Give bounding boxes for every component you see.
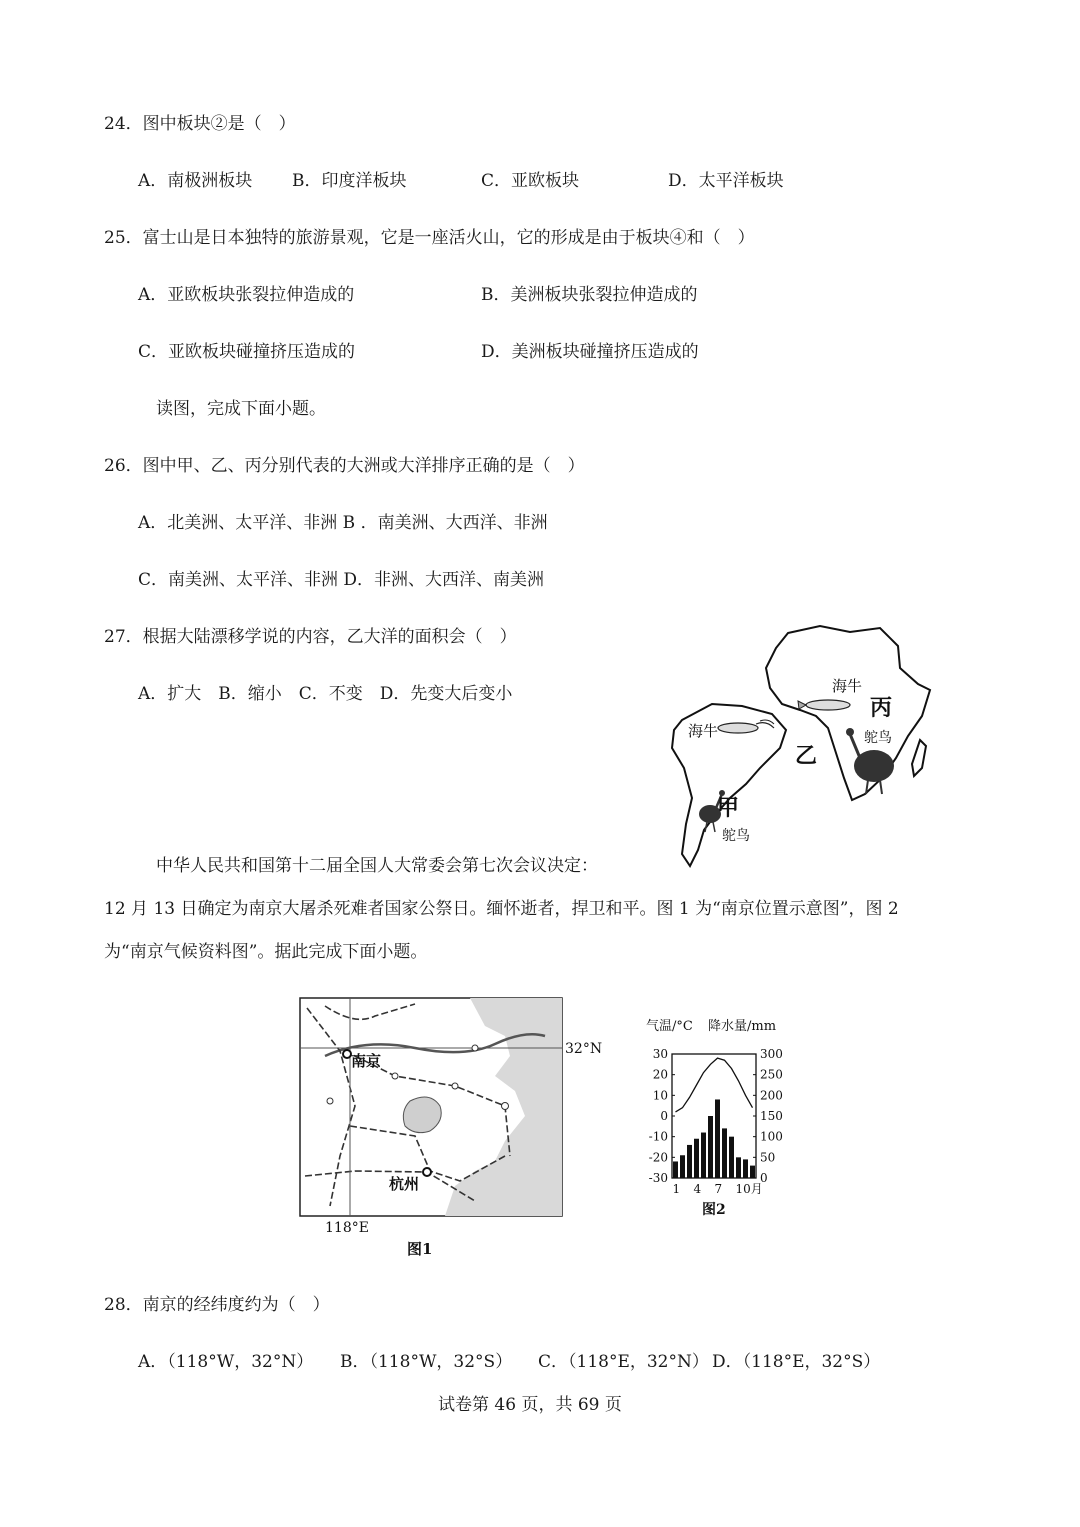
chart-title: 图2 (702, 1202, 726, 1218)
label-118e: 118°E (325, 1220, 369, 1236)
precip-bar (743, 1159, 748, 1178)
precip-bar (694, 1139, 699, 1178)
temp-tick-label: 0 (660, 1109, 668, 1123)
precip-bar (673, 1161, 678, 1178)
precip-tick-label: 100 (760, 1129, 783, 1144)
label-hangzhou: 杭州 (389, 1175, 420, 1193)
x-tick-label: 7 (714, 1182, 723, 1196)
precip-bar (750, 1166, 755, 1178)
q28-option-c: C．（118°E，32°N） (538, 1352, 709, 1372)
intro2-line2: 12 月 13 日确定为南京大屠杀死难者国家公祭日。缅怀逝者，捍卫和平。图 1 为“南京位置示意图”，图 2 (104, 899, 899, 919)
africa-outline (766, 626, 930, 800)
q25-option-b: B．美洲板块张裂拉伸造成的 (481, 285, 698, 305)
q28-option-a: A．（118°W，32°N） (138, 1352, 314, 1372)
label-yi: 乙 (795, 744, 818, 769)
x-tick-label: 1 (672, 1182, 681, 1196)
label-ostrich-africa: 鸵鸟 (864, 730, 892, 746)
figure1-nanjing-map (295, 996, 603, 1261)
precip-tick-label: 50 (760, 1150, 776, 1165)
page-footer: 试卷第 46 页，共 69 页 (438, 1395, 622, 1415)
intro2-line1: 中华人民共和国第十二届全国人大常委会第七次会议决定： (156, 856, 598, 876)
q24-option-d: D．太平洋板块 (668, 171, 784, 191)
precip-bar (715, 1099, 720, 1178)
q25-option-c: C．亚欧板块碰撞挤压造成的 (138, 342, 356, 362)
label-manatee-africa: 海牛 (832, 677, 863, 695)
precip-bar (687, 1145, 692, 1178)
precip-bar (722, 1128, 727, 1178)
madagascar-outline (912, 740, 926, 776)
q28-stem: 28．南京的经纬度约为（ ） (104, 1295, 330, 1315)
x-tick-label: 4 (693, 1182, 702, 1196)
label-nanjing: 南京 (351, 1052, 382, 1070)
q26-options-line1: A．北美洲、太平洋、非洲 B ．南美洲、大西洋、非洲 (138, 513, 548, 533)
q26-options-line2: C．南美洲、太平洋、非洲 D．非洲、大西洋、南美洲 (138, 570, 545, 590)
temp-tick-label: -10 (648, 1129, 668, 1144)
intro-read-figure: 读图，完成下面小题。 (156, 399, 326, 419)
temp-tick-label: 10 (652, 1088, 668, 1103)
continents-map (660, 618, 950, 873)
q25-option-a: A．亚欧板块张裂拉伸造成的 (138, 285, 355, 305)
nanjing-marker (343, 1050, 351, 1058)
q25-stem: 25．富士山是日本独特的旅游景观，它是一座活火山，它的形成是由于板块④和（ ） (104, 228, 755, 248)
temp-tick-label: 30 (652, 1047, 668, 1061)
q28-option-b: B．（118°W，32°S） (340, 1352, 513, 1372)
temp-tick-label: 20 (652, 1067, 668, 1082)
precip-tick-label: 0 (760, 1171, 768, 1185)
temp-tick-label: -20 (648, 1150, 668, 1165)
precip-tick-label: 250 (760, 1067, 783, 1082)
precip-bar (680, 1155, 685, 1178)
q28-option-d: D．（118°E，32°S） (712, 1352, 881, 1372)
precip-bar (729, 1137, 734, 1178)
q26-stem: 26．图中甲、乙、丙分别代表的大洲或大洋排序正确的是（ ） (104, 456, 585, 476)
q27-options: A．扩大 B．缩小 C．不变 D．先变大后变小 (138, 684, 513, 704)
q24-stem: 24．图中板块②是（ ） (104, 114, 296, 134)
label-32n: 32°N (565, 1041, 603, 1057)
label-manatee-south-america: 海牛 (688, 722, 719, 740)
q24-option-a: A．南极洲板块 (138, 171, 253, 191)
q27-stem: 27．根据大陆漂移学说的内容，乙大洋的面积会（ ） (104, 627, 517, 647)
label-jia: 甲 (717, 796, 740, 821)
chart-y-right-label: 降水量/mm (708, 1019, 777, 1034)
precip-tick-label: 150 (760, 1109, 783, 1123)
q25-option-d: D．美洲板块碰撞挤压造成的 (481, 342, 699, 362)
q24-option-b: B．印度洋板块 (292, 171, 407, 191)
chart-y-left-label: 气温/°C (646, 1019, 693, 1034)
temp-tick-label: -30 (648, 1171, 668, 1185)
figure2-climate-chart (640, 1010, 790, 1225)
x-tick-label: 10月 (735, 1182, 763, 1196)
precip-tick-label: 200 (760, 1088, 783, 1103)
figure1-caption: 图1 (407, 1240, 433, 1258)
precip-bar (701, 1133, 706, 1178)
precip-bar (708, 1116, 713, 1178)
intro2-line3: 为“南京气候资料图”。据此完成下面小题。 (104, 942, 428, 962)
label-bing: 丙 (870, 696, 893, 721)
hangzhou-marker (423, 1168, 431, 1176)
label-ostrich-south-america: 鸵鸟 (722, 828, 750, 844)
q24-option-c: C．亚欧板块 (481, 171, 580, 191)
precip-tick-label: 300 (760, 1047, 783, 1061)
precip-bar (736, 1157, 741, 1178)
